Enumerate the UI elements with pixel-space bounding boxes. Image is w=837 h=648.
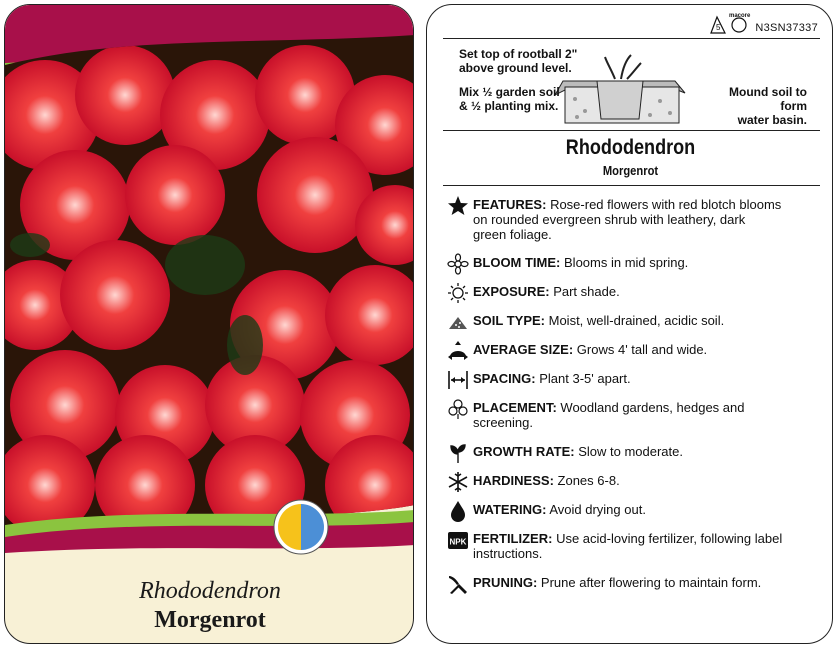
- growth-icon: [447, 442, 469, 464]
- snowflake-icon: [447, 471, 469, 493]
- flower-icon: [447, 253, 469, 275]
- star-icon: [447, 195, 469, 217]
- left-label: Mix ½ garden soil & ½ planting mix.: [459, 85, 560, 113]
- npk-icon: [447, 529, 469, 551]
- mid-divider: [443, 130, 820, 131]
- spacing-icon: [447, 369, 469, 391]
- soil-icon: [447, 311, 469, 333]
- plant-title: Rhododendron: [565, 136, 696, 159]
- front-card: [4, 4, 414, 644]
- feature-exposure: EXPOSURE: Part shade.: [447, 284, 817, 304]
- sun-shade-badge-icon: [273, 499, 329, 555]
- front-title-italic: Rhododendron: [139, 578, 281, 604]
- svg-text:NPK: NPK: [449, 537, 467, 547]
- pruners-icon: [447, 573, 469, 595]
- front-title-bold: Morgenrot: [154, 607, 266, 633]
- rhododendron-photo: [5, 5, 414, 565]
- placement-icon: [447, 398, 469, 420]
- feature-hardiness: HARDINESS: Zones 6-8.: [447, 473, 817, 493]
- water-drop-icon: [447, 500, 469, 522]
- feature-bloom-time: BLOOM TIME: Blooms in mid spring.: [447, 255, 817, 275]
- feature-placement: PLACEMENT: Woodland gardens, hedges and screening.: [447, 400, 817, 430]
- top-label: Set top of rootball 2" above ground level.: [459, 47, 578, 75]
- features-divider: [443, 185, 820, 186]
- plant-subtitle: Morgenrot: [602, 163, 659, 178]
- feature-average-size: AVERAGE SIZE: Grows 4' tall and wide.: [447, 342, 817, 362]
- recycle-icon: [707, 11, 757, 37]
- right-label: Mound soil to form water basin.: [729, 85, 807, 127]
- feature-pruning: PRUNING: Prune after flowering to maintain form.: [447, 575, 817, 595]
- recycle-brand: macore: [729, 13, 751, 19]
- size-icon: [447, 340, 469, 362]
- planting-diagram: [427, 41, 833, 133]
- feature-growth-rate: GROWTH RATE: Slow to moderate.: [447, 444, 817, 464]
- top-divider: [443, 38, 820, 39]
- sun-icon: [447, 282, 469, 304]
- feature-watering: WATERING: Avoid drying out.: [447, 502, 817, 522]
- back-card: [426, 4, 833, 644]
- feature-soil-type: SOIL TYPE: Moist, well-drained, acidic soil.: [447, 313, 817, 333]
- feature-features: FEATURES: Rose-red flowers with red blotch blooms on rounded evergreen shrub with leathery, dark green foliage.: [447, 197, 817, 242]
- recycle-number: 5: [716, 23, 721, 32]
- feature-spacing: SPACING: Plant 3-5' apart.: [447, 371, 817, 391]
- product-code: N3SN37337: [755, 22, 818, 34]
- feature-fertilizer: NPK FERTILIZER: Use acid-loving fertilizer, following label instructions.: [447, 531, 817, 561]
